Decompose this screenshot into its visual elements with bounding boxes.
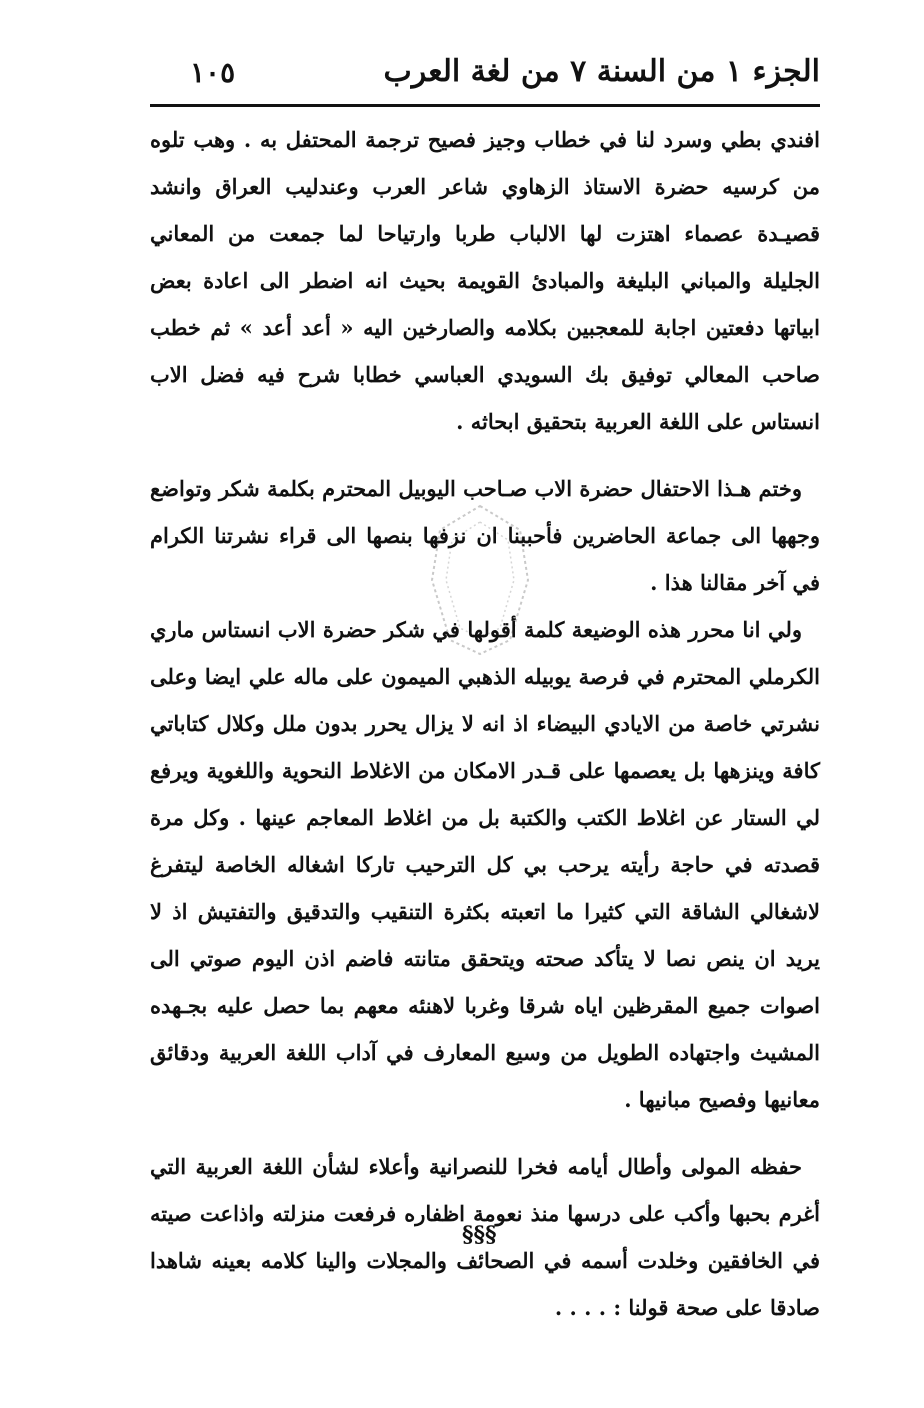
paragraph-3: ولي انا محرر هذه الوضيعة كلمة أقولها في شكر حضرة الاب انستاس ماري الكرملي المحترم في فرصة يوبيله الذهبي الميمون على ماله علي ايضا وعلى نشرتي خاصة من الايادي البيضاء اذ انه لا يزال يحرر بدون ملل وكلال كتاباتي كافة وينزهها بل يعصمها على قـدر الامكان من الاغلاط النحوية واللغوية ويرفع لي الستار عن اغلاط الكتب والكتبة بل من اغلاط المعاجم عينها . وكل مرة قصدته في حاجة رأيته يرحب بي كل الترحيب تاركا اشغاله الخاصة ليتفرغ لاشغالي الشاقة التي كثيرا ما اتعبته بكثرة التنقيب والتدقيق والتفتيش اذ لا يريد ان ينص نصا لا يتأكد صحته ويتحقق متانته فاضم اذن اليوم صوتي الى اصوات جميع المقرظين اياه شرقا وغربا لاهنئه معهم بما حصل عليه بجـهده المشيث واجتهاده الطويل من وسيع المعارف في آداب اللغة العربية ودقائق معانيها وفصيح مبانيها . [150,617,820,1112]
page-header [150,52,820,102]
header-rule [150,104,820,107]
section-end-ornament: §§§ [462,1222,497,1248]
article-body [150,116,820,1331]
page-number: ١٠٥ [190,56,236,89]
paragraph-2: وختم هـذا الاحتفال حضرة الاب صـاحب اليوبيل المحترم بكلمة شكر وتواضع وجهها الى جماعة الحاضرين فأحببنا ان نزفها بنصها الى قراء نشرتنا الكرام في آخر مقالنا هذا . [150,476,820,595]
paragraph-1: افندي بطي وسرد لنا في خطاب وجيز فصيح ترجمة المحتفل به . وهب تلوه من كرسيه حضرة الاستاذ الزهاوي شاعر العرب وعندليب العراق وانشد قصيـدة عصماء اهتزت لها الالباب طربا وارتياحا لما جمعت من المعاني الجليلة والمباني البليغة والمبادئ القويمة بحيث انه اضطر الى اعادة بعض ابياتها دفعتين اجابة للمعجبين بكلامه والصارخين اليه « أعد أعد » ثم خطب صاحب المعالي توفيق بك السويدي العباسي خطابا شرح فيه فضل الاب انستاس على اللغة العربية بتحقيق ابحاثه . [150,127,820,434]
paragraph-4: حفظه المولى وأطال أيامه فخرا للنصرانية وأعلاء لشأن اللغة العربية التي أغرم بحبها وأكب على درسها منذ نعومة اظفاره فرفعت منزلته واذاعت صيته في الخافقين وخلدت أسمه في الصحائف والمجلات والينا كلامه بعينه شاهدا صادقا على صحة قولنا : . . . . [150,1154,820,1320]
running-title: الجزء ١ من السنة ٧ من لغة العرب [383,54,820,89]
